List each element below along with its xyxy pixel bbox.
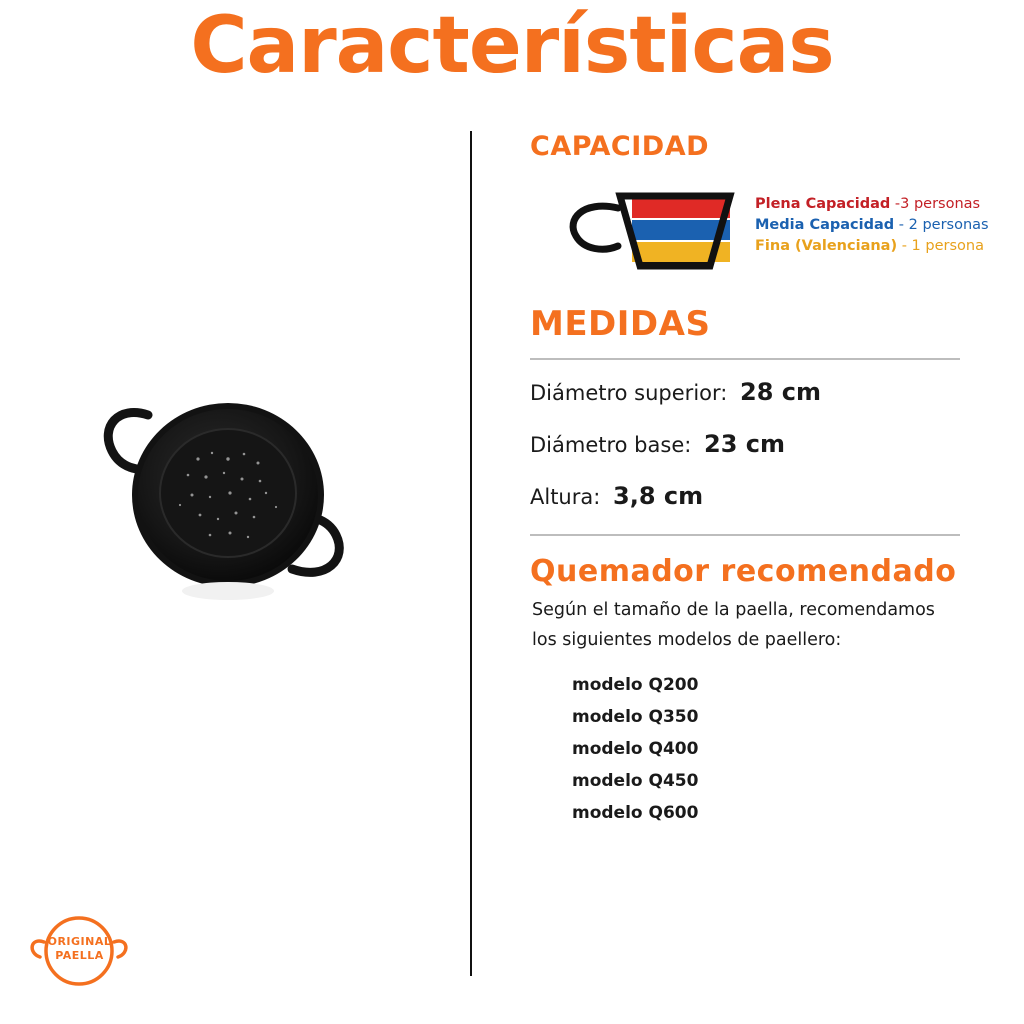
capacity-block — [530, 182, 990, 282]
burner-description-line2: los siguientes modelos de paellero: — [532, 630, 842, 650]
list-item: modelo Q400 — [572, 739, 699, 759]
legend-item-fina — [755, 236, 1015, 257]
page-title: Características — [190, 1, 834, 91]
product-image — [60, 355, 410, 645]
legend-label-fina: Fina (Valenciana) — [755, 238, 898, 254]
burner-heading: Quemador recomendado — [530, 554, 957, 589]
legend-label-plena: Plena Capacidad — [755, 196, 891, 212]
measures-rule-bottom — [530, 534, 960, 536]
burner-description-line1: Según el tamaño de la paella, recomendamos — [532, 600, 935, 620]
measures-heading: MEDIDAS — [530, 304, 711, 344]
brand-logo-line2: PAELLA — [55, 949, 104, 962]
measures-rule-top — [530, 358, 960, 360]
legend-item-plena — [755, 194, 1015, 215]
list-item: modelo Q350 — [572, 707, 699, 727]
burner-description — [532, 595, 990, 655]
brand-logo-line1: ORIGINAL — [47, 935, 112, 948]
list-item: modelo Q600 — [572, 803, 699, 823]
list-item: modelo Q200 — [572, 675, 699, 695]
capacity-diagram-icon — [560, 192, 760, 282]
capacity-heading: CAPACIDAD — [530, 131, 709, 162]
legend-value-plena: -3 personas — [894, 196, 981, 212]
measure-value-top-diameter: 28 cm — [740, 378, 822, 406]
measure-value-base-diameter: 23 cm — [704, 430, 786, 458]
capacity-legend — [755, 194, 1015, 257]
measure-row — [530, 378, 990, 406]
paella-logo-icon — [22, 904, 137, 994]
details-column — [530, 131, 990, 829]
list-item: modelo Q450 — [572, 771, 699, 791]
brand-logo — [22, 904, 137, 994]
vertical-divider — [470, 131, 472, 976]
legend-value-fina: - 1 persona — [901, 238, 984, 254]
measure-label-height: Altura: — [530, 485, 601, 509]
measure-value-height: 3,8 cm — [613, 482, 704, 510]
measure-label-top-diameter: Diámetro superior: — [530, 381, 728, 405]
measure-row — [530, 430, 990, 458]
burner-model-list — [530, 669, 990, 829]
measure-row — [530, 482, 990, 510]
paella-pan-icon — [60, 355, 410, 645]
measure-label-base-diameter: Diámetro base: — [530, 433, 692, 457]
legend-item-media — [755, 215, 1015, 236]
legend-label-media: Media Capacidad — [755, 217, 895, 233]
legend-value-media: - 2 personas — [898, 217, 989, 233]
